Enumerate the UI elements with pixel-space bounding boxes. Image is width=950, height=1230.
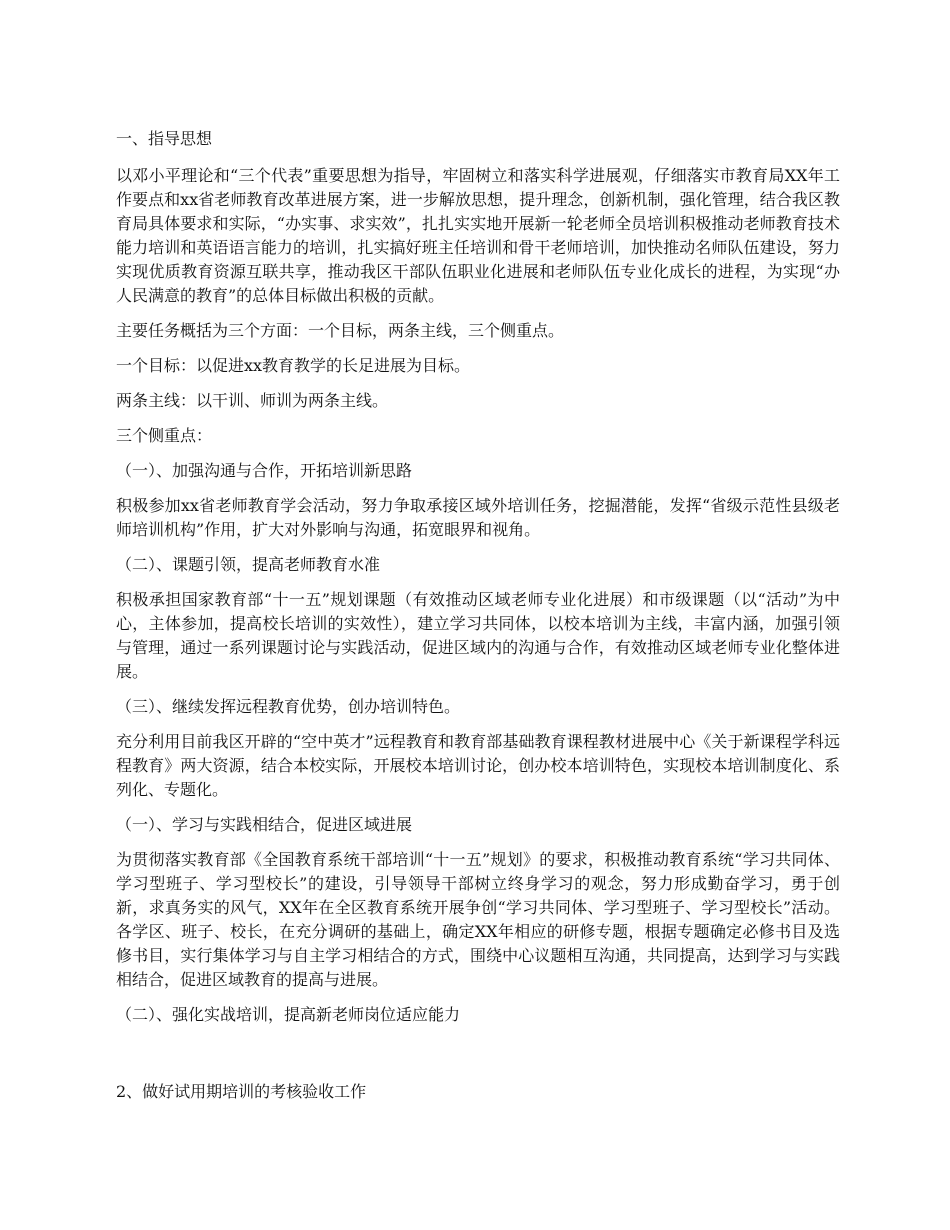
paragraph-communication-cooperation: 积极参加xx省老师教育学会活动，努力争取承接区域外培训任务，挖掘潜能，发挥“省级示范性县级老师培训机构”作用，扩大对外影响与沟通，拓宽眼界和视角。 xyxy=(116,496,840,539)
subheading-learning-practice: （一）、学习与实践相结合，促进区域进展 xyxy=(116,815,413,834)
paragraph-three-focuses: 三个侧重点： xyxy=(116,426,213,445)
section-heading-probation-assessment: 2、做好试用期培训的考核验收工作 xyxy=(116,1082,367,1101)
paragraph-guiding-thought: 以邓小平理论和“三个代表”重要思想为指导，牢固树立和落实科学进展观，仔细落实市教育局XX年工作要点和xx省老师教育改革进展方案，进一步解放思想，提升理念，创新机制，强化管理，结合我区教育局具体要求和实际，“办实事、求实效”，扎扎实实地开展新一轮老师全员培训积极推动老师教育技术能力培训和英语语言能力的培训，扎实搞好班主任培训和骨干老师培训，加快推动名师队伍建设，努力实现优质教育资源互联共享，推动我区干部队伍职业化进展和老师队伍专业化成长的进程，为实现“办人民满意的教育”的总体目标做出积极的贡献。 xyxy=(116,166,840,305)
section-heading-guiding-thought: 一、指导思想 xyxy=(116,129,213,148)
subheading-remote-education: （三）、继续发挥远程教育优势，创办培训特色。 xyxy=(116,697,461,716)
subheading-research-guidance: （二）、课题引领，提高老师教育水准 xyxy=(116,555,381,574)
paragraph-main-tasks: 主要任务概括为三个方面：一个目标，两条主线，三个侧重点。 xyxy=(116,321,565,340)
paragraph-two-lines: 两条主线：以干训、师训为两条主线。 xyxy=(116,391,389,410)
subheading-communication-cooperation: （一）、加强沟通与合作，开拓培训新思路 xyxy=(116,461,413,480)
paragraph-research-guidance: 积极承担国家教育部“十一五”规划课题（有效推动区域老师专业化进展）和市级课题（以“活动”为中心，主体参加，提高校长培训的实效性），建立学习共同体，以校本培训为主线，丰富内涵，加强引领与管理，通过一系列课题讨论与实践活动，促进区域内的沟通与合作，有效推动区域老师专业化整体进展。 xyxy=(116,590,840,681)
paragraph-one-goal: 一个目标：以促进xx教育教学的长足进展为目标。 xyxy=(116,356,471,375)
subheading-practical-training: （二）、强化实战培训，提高新老师岗位适应能力 xyxy=(116,1005,461,1024)
paragraph-remote-education: 充分利用目前我区开辟的“空中英才”远程教育和教育部基础教育课程教材进展中心《关于新课程学科远程教育》两大资源，结合本校实际，开展校本培训讨论，创办校本培训特色，实现校本培训制度化、系列化、专题化。 xyxy=(116,732,840,799)
paragraph-gap xyxy=(116,1038,840,1080)
document-body xyxy=(116,127,840,1115)
paragraph-learning-practice: 为贯彻落实教育部《全国教育系统干部培训“十一五”规划》的要求，积极推动教育系统“学习共同体、学习型班子、学习型校长”的建设，引导领导干部树立终身学习的观念，努力形成勤奋学习，勇于创新，求真务实的风气，XX年在全区教育系统开展争创“学习共同体、学习型班子、学习型校长”活动。各学区、班子、校长，在充分调研的基础上，确定XX年相应的研修专题，根据专题确定必修书目及选修书目，实行集体学习与自主学习相结合的方式，围绕中心议题相互沟通，共同提高，达到学习与实践相结合，促进区域教育的提高与进展。 xyxy=(116,850,840,989)
